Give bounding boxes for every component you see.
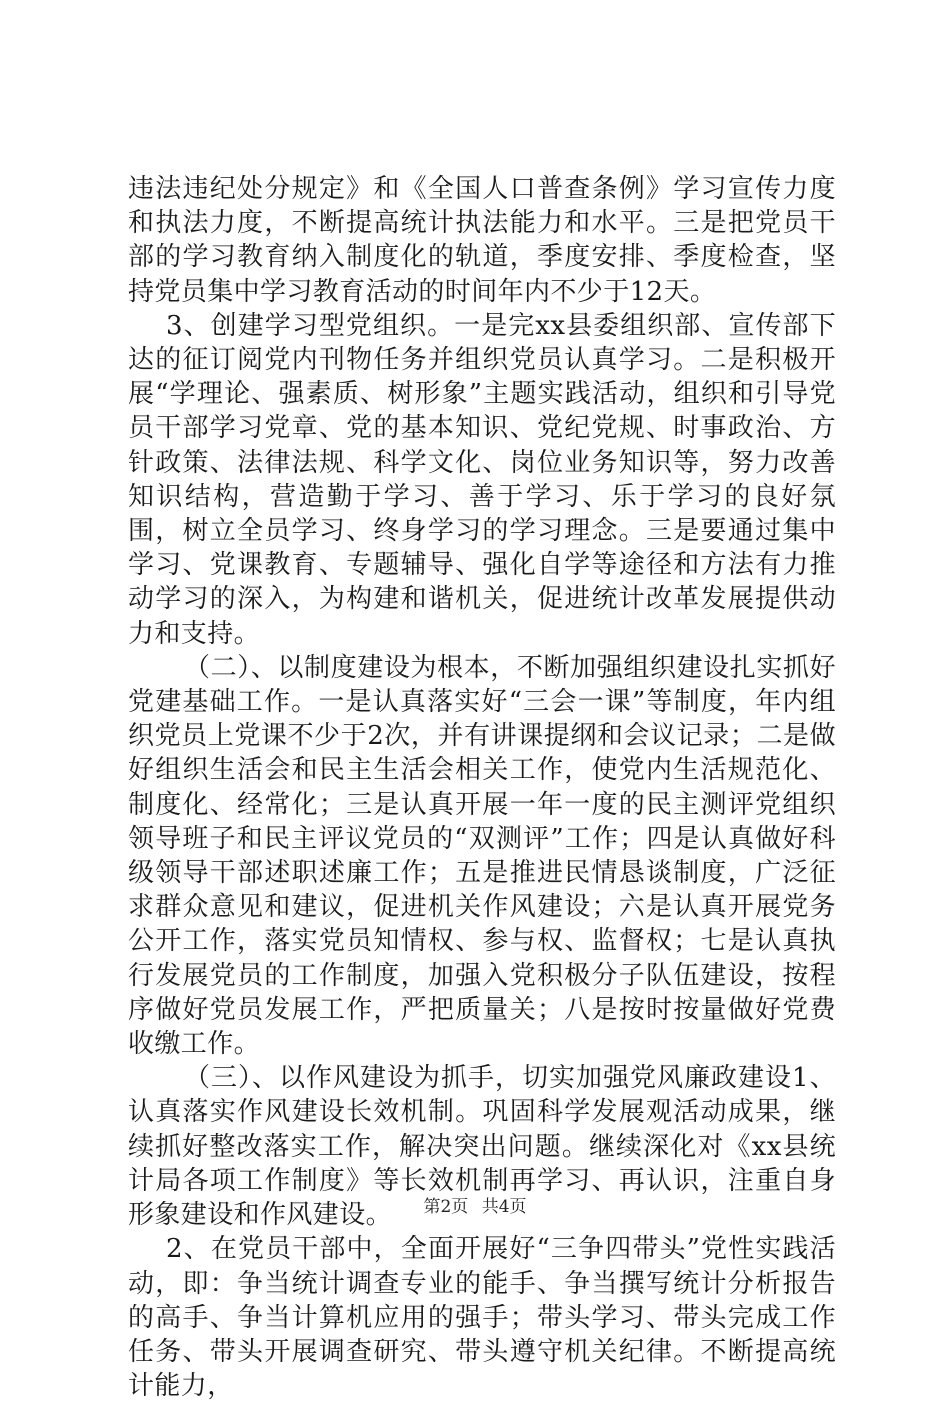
paragraph-continuation: 违法违纪处分规定》和《全国人口普查条例》学习宣传力度和执法力度，不断提高统计执法能力和水平。三是把党员干部的学习教育纳入制度化的轨道，季度安排、季度检查，坚持党员集中学习教育活动的时间年内不少于12天。 bbox=[128, 174, 836, 307]
paragraph-practice-activity: 2、在党员干部中，全面开展好“三争四带头”党性实践活动，即：争当统计调查专业的能手、争当撰写统计分析报告的高手、争当计算机应用的强手；带头学习、带头完成工作任务、带头开展调查研究、带头遵守机关纪律。不断提高统计能力， bbox=[128, 1234, 836, 1402]
document-body bbox=[128, 172, 836, 1403]
paragraph-learning-organization: 3、创建学习型党组织。一是完xx县委组织部、宣传部下达的征订阅党内刊物任务并组织党员认真学习。二是积极开展“学理论、强素质、树形象”主题实践活动，组织和引导党员干部学习党章、党的基本知识、党纪党规、时事政治、方针政策、法律法规、科学文化、岗位业务知识等，努力改善知识结构，营造勤于学习、善于学习、乐于学习的良好氛围，树立全员学习、终身学习的学习理念。三是要通过集中学习、党课教育、专题辅导、强化自学等途径和方法有力推动学习的深入，为构建和谐机关，促进统计改革发展提供动力和支持。 bbox=[128, 310, 836, 649]
total-pages: 共4页 bbox=[481, 1197, 527, 1217]
page-number: 第2页 bbox=[423, 1197, 469, 1217]
paragraph-style-building: （三）、以作风建设为抓手，切实加强党风廉政建设1、认真落实作风建设长效机制。巩固科学发展观活动成果，继续抓好整改落实工作，解决突出问题。继续深化对《xx县统计局各项工作制度》等长效机制再学习、再认识，注重自身形象建设和作风建设。 bbox=[128, 1063, 836, 1231]
page-footer bbox=[0, 1192, 950, 1217]
paragraph-system-building: （二）、以制度建设为根本，不断加强组织建设扎实抓好党建基础工作。一是认真落实好“三会一课”等制度，年内组织党员上党课不少于2次，并有讲课提纲和会议记录；二是做好组织生活会和民主生活会相关工作，使党内生活规范化、制度化、经常化；三是认真开展一年一度的民主测评党组织领导班子和民主评议党员的“双测评”工作；四是认真做好科级领导干部述职述廉工作；五是推进民情恳谈制度，广泛征求群众意见和建议，促进机关作风建设；六是认真开展党务公开工作，落实党员知情权、参与权、监督权；七是认真执行发展党员的工作制度，加强入党积极分子队伍建设，按程序做好党员发展工作，严把质量关；八是按时按量做好党费收缴工作。 bbox=[128, 652, 836, 1060]
